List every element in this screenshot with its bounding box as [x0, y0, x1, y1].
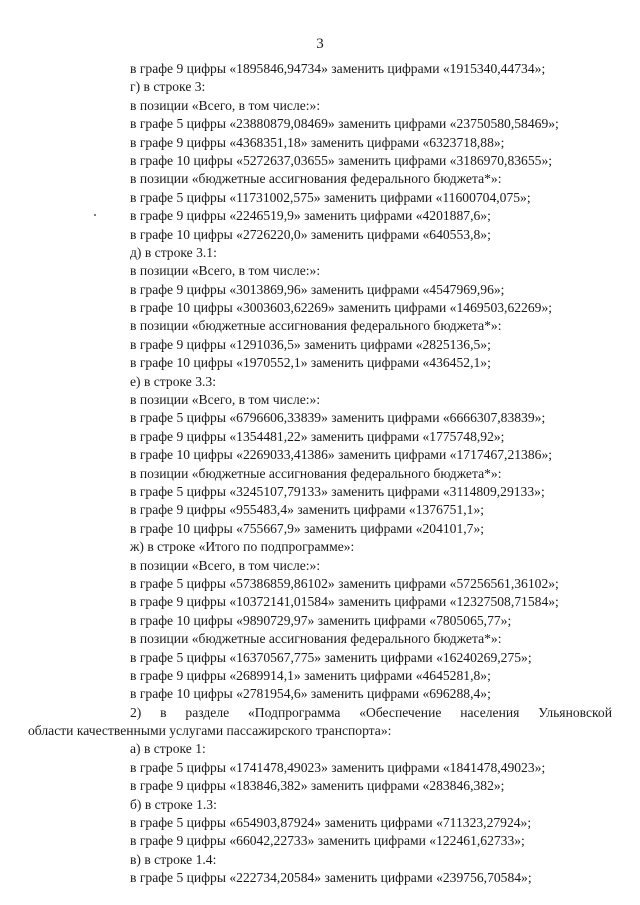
text-line: в графе 5 цифры «57386859,86102» заменить цифрами «57256561,36102»; [130, 575, 559, 591]
section-heading-line: области качественными услугами пассажирского транспорта»: [28, 723, 392, 739]
text-line: в графе 10 цифры «3003603,62269» заменить цифрами «1469503,62269»; [130, 300, 553, 316]
text-line: в графе 9 цифры «3013869,96» заменить цифрами «4547969,96»; [130, 281, 505, 297]
text-line: в графе 9 цифры «4368351,18» заменить цифрами «6323718,88»; [130, 134, 505, 150]
text-line: д) в строке 3.1: [130, 244, 217, 260]
text-line: в графе 10 цифры «5272637,03655» заменить цифрами «3186970,83655»; [130, 152, 553, 168]
text-line: в позиции «Всего, в том числе:»: [130, 97, 321, 113]
text-line: в графе 5 цифры «6796606,33839» заменить цифрами «6666307,83839»; [130, 410, 546, 426]
page-number: 3 [316, 36, 324, 52]
text-line: в графе 5 цифры «16370567,775» заменить цифрами «16240269,275»; [130, 649, 532, 665]
text-line: б) в строке 1.3: [130, 796, 217, 812]
text-line: в позиции «бюджетные ассигнования федерального бюджета*»: [130, 631, 502, 647]
text-line: в позиции «Всего, в том числе:»: [130, 557, 321, 573]
text-line: в графе 9 цифры «2246519,9» заменить цифрами «4201887,6»; [130, 208, 491, 224]
text-line: в позиции «бюджетные ассигнования федерального бюджета*»: [130, 318, 502, 334]
text-line: в графе 5 цифры «1741478,49023» заменить цифрами «1841478,49023»; [130, 759, 546, 775]
text-line: в графе 10 цифры «2726220,0» заменить цифрами «640553,8»; [130, 226, 491, 242]
document-body [0, 60, 640, 888]
text-line: в позиции «бюджетные ассигнования федерального бюджета*»: [130, 171, 502, 187]
text-line: в графе 9 цифры «183846,382» заменить цифрами «283846,382»; [130, 778, 505, 794]
text-line: в графе 10 цифры «1970552,1» заменить цифрами «436452,1»; [130, 355, 491, 371]
text-line: в) в строке 1.4: [130, 851, 217, 867]
text-line: в графе 5 цифры «11731002,575» заменить цифрами «11600704,075»; [130, 189, 531, 205]
text-line: в графе 9 цифры «66042,22733» заменить цифрами «122461,62733»; [130, 833, 525, 849]
text-line: в графе 9 цифры «2689914,1» заменить цифрами «4645281,8»; [130, 667, 491, 683]
text-line: в графе 5 цифры «222734,20584» заменить цифрами «239756,70584»; [130, 870, 532, 886]
text-line: г) в строке 3: [130, 79, 206, 95]
text-line: в графе 9 цифры «1291036,5» заменить цифрами «2825136,5»; [130, 336, 491, 352]
text-line: в графе 9 цифры «1354481,22» заменить цифрами «1775748,92»; [130, 428, 505, 444]
text-line: в графе 10 цифры «9890729,97» заменить цифрами «7805065,77»; [130, 612, 512, 628]
scan-speck [94, 214, 96, 216]
text-line: ж) в строке «Итого по подпрограмме»: [130, 539, 355, 555]
text-line: в графе 5 цифры «3245107,79133» заменить цифрами «3114809,29133»; [130, 483, 545, 499]
text-line: а) в строке 1: [130, 741, 206, 757]
text-line: е) в строке 3.3: [130, 373, 216, 389]
text-line: в позиции «бюджетные ассигнования федерального бюджета*»: [130, 465, 502, 481]
text-line: в позиции «Всего, в том числе:»: [130, 263, 321, 279]
text-line: в графе 10 цифры «755667,9» заменить цифрами «204101,7»; [130, 520, 485, 536]
text-line: в позиции «Всего, в том числе:»: [130, 392, 321, 408]
text-line: в графе 5 цифры «23880879,08469» заменить цифрами «23750580,58469»; [130, 116, 559, 132]
text-line: в графе 10 цифры «2269033,41386» заменить цифрами «1717467,21386»; [130, 447, 553, 463]
text-line: в графе 9 цифры «955483,4» заменить цифрами «1376751,1»; [130, 502, 485, 518]
text-line: в графе 5 цифры «654903,87924» заменить цифрами «711323,27924»; [130, 815, 532, 831]
text-line: в графе 9 цифры «1895846,94734» заменить цифрами «1915340,44734»; [130, 61, 546, 76]
text-line: в графе 9 цифры «10372141,01584» заменить цифрами «12327508,71584»; [130, 594, 559, 610]
text-line: в графе 10 цифры «2781954,6» заменить цифрами «696288,4»; [130, 686, 491, 702]
section-heading-line: 2) в разделе «Подпрограмма «Обеспечение населения Ульяновской [130, 704, 612, 720]
